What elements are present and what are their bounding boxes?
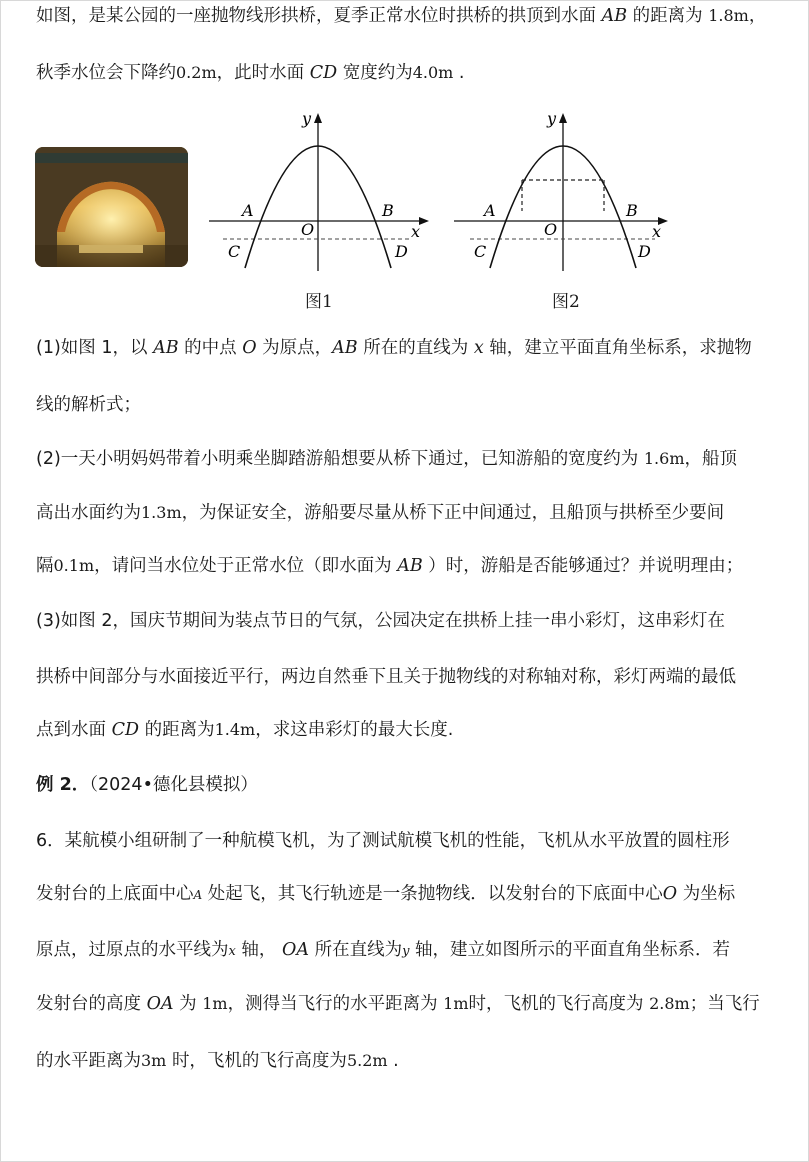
- text: .: [393, 1051, 399, 1071]
- label-d: D: [395, 242, 408, 261]
- q6-line-3: [36, 942, 730, 960]
- q6-line-1: 6．某航模小组研制了一种航模飞机，为了测试航模飞机的性能，飞机从水平放置的圆柱形: [36, 831, 730, 851]
- text: 所在直线为: [314, 940, 403, 960]
- problem-line-2: [36, 65, 464, 83]
- problem-line-1: [36, 8, 766, 26]
- math-o: O: [242, 338, 257, 358]
- math-oa: OA: [146, 994, 174, 1014]
- value-arch-height: 1.8m: [708, 6, 749, 25]
- math-ab: AB: [397, 556, 423, 576]
- text: 为原点，: [262, 338, 333, 358]
- x-axis-arrow: [419, 217, 429, 225]
- example-heading: [36, 777, 258, 795]
- text: .: [458, 63, 465, 83]
- text: ）时，游船是否能够通过？并说明理由；: [428, 556, 744, 576]
- text: ，船顶: [684, 449, 737, 469]
- text: 点到水面: [36, 720, 106, 740]
- figure-1-caption: 图1: [305, 292, 333, 312]
- text: 宽度约为: [342, 63, 413, 83]
- bridge-photo: [35, 147, 188, 267]
- example-label: 例 2．: [36, 775, 90, 795]
- text: 如图，是某公园的一座抛物线形拱桥，夏季正常水位时拱桥的拱顶到水面: [36, 6, 596, 26]
- math-ab: AB: [153, 338, 179, 358]
- text: 为坐标: [682, 884, 736, 904]
- text: 的距离为: [632, 6, 703, 26]
- value-lantern-height: 1.4m: [214, 720, 256, 739]
- text: 轴，: [241, 940, 277, 960]
- q2-line-2: [36, 505, 724, 523]
- value-height-2: 5.2m: [346, 1051, 388, 1070]
- label-o: O: [544, 220, 558, 239]
- math-y: y: [402, 944, 410, 959]
- value-boat-height: 1.3m: [141, 503, 182, 522]
- text: 发射台的上底面中心: [36, 884, 194, 904]
- text: 的中点: [184, 338, 237, 358]
- q6-line-5: [36, 1053, 399, 1071]
- value-width: 4.0m: [412, 63, 454, 82]
- math-ab: AB: [332, 338, 358, 358]
- text: 轴，建立如图所示的平面直角坐标系．若: [415, 940, 731, 960]
- text: ，: [748, 6, 767, 26]
- text: 的水平距离为: [36, 1051, 141, 1071]
- math-cd: CD: [111, 720, 139, 740]
- text: ，此时水面: [216, 63, 305, 83]
- value-height-1: 2.8m: [649, 994, 690, 1013]
- label-x: x: [411, 222, 421, 241]
- figure-2-caption: 图2: [552, 292, 580, 312]
- text: ，为保证安全，游船要尽量从桥下正中间通过，且船顶与拱桥至少要间: [181, 503, 725, 523]
- label-b: B: [626, 201, 638, 220]
- label-c: C: [228, 242, 241, 261]
- label-y: y: [547, 109, 557, 128]
- q6-line-4: [36, 996, 760, 1014]
- q3-line-3: [36, 722, 453, 740]
- text: 原点，过原点的水平线为: [36, 940, 229, 960]
- bridge-photo-image: [35, 147, 188, 267]
- label-y: y: [302, 109, 312, 128]
- text: 所在的直线为: [363, 338, 469, 358]
- label-d: D: [638, 242, 651, 261]
- text: 发射台的高度: [36, 994, 141, 1014]
- label-a: A: [242, 201, 254, 220]
- q6-line-2: [36, 886, 735, 904]
- text: 时，飞机的飞行高度为: [468, 994, 644, 1014]
- example-source: （2024•德化县模拟）: [89, 775, 258, 795]
- text: 处起飞，其飞行轨迹是一条抛物线．以发射台的下底面中心: [207, 884, 663, 904]
- text: ，请问当水位处于正常水位（即水面为: [94, 556, 392, 576]
- y-axis-arrow: [314, 113, 322, 123]
- y-axis-arrow: [559, 113, 567, 123]
- label-a: A: [484, 201, 496, 220]
- figure-1: [205, 108, 435, 283]
- q1-line-2: 线的解析式；: [36, 395, 141, 415]
- text: (1)如图 1，以: [36, 338, 148, 358]
- label-x: x: [652, 222, 662, 241]
- value-clearance: 0.1m: [53, 556, 95, 575]
- text: 时，飞机的飞行高度为: [171, 1051, 347, 1071]
- math-a: A: [193, 888, 203, 902]
- q3-line-2: 拱桥中间部分与水面接近平行，两边自然垂下且关于抛物线的对称轴对称，彩灯两端的最低: [36, 667, 736, 687]
- math-x: x: [228, 944, 236, 959]
- text: ，测得当飞行的水平距离为: [227, 994, 438, 1014]
- text: 轴，建立平面直角坐标系，求抛物: [489, 338, 752, 358]
- label-o: O: [301, 220, 315, 239]
- q3-line-1: (3)如图 2，国庆节期间为装点节日的气氛，公园决定在拱桥上挂一串小彩灯，这串彩灯在: [36, 611, 725, 631]
- q2-line-3: [36, 558, 743, 576]
- q1-line-1: [36, 340, 752, 358]
- text: 秋季水位会下降约: [36, 63, 176, 83]
- label-b: B: [382, 201, 394, 220]
- value-distance-1: 1m: [443, 994, 469, 1013]
- text: ；当飞行: [689, 994, 760, 1014]
- math-o: O: [662, 884, 678, 904]
- value-drop: 0.2m: [176, 63, 217, 82]
- text: (2)一天小明妈妈带着小明乘坐脚踏游船想要从桥下通过，已知游船的宽度约为: [36, 449, 639, 469]
- text: 为: [179, 994, 197, 1014]
- value-platform-height: 1m: [202, 994, 228, 1013]
- math-oa: OA: [282, 940, 309, 960]
- math-cd: CD: [309, 63, 338, 83]
- value-boat-width: 1.6m: [643, 449, 685, 468]
- figure-2: [450, 108, 680, 283]
- text: 高出水面约为: [36, 503, 141, 523]
- math-ab: AB: [601, 6, 628, 26]
- text: 的距离为: [144, 720, 215, 740]
- text: ，求这串彩灯的最大长度.: [255, 720, 454, 740]
- math-x: x: [473, 338, 484, 358]
- q2-line-1: [36, 451, 737, 469]
- label-c: C: [474, 242, 487, 261]
- value-distance-2: 3m: [141, 1051, 167, 1070]
- text: 隔: [36, 556, 54, 576]
